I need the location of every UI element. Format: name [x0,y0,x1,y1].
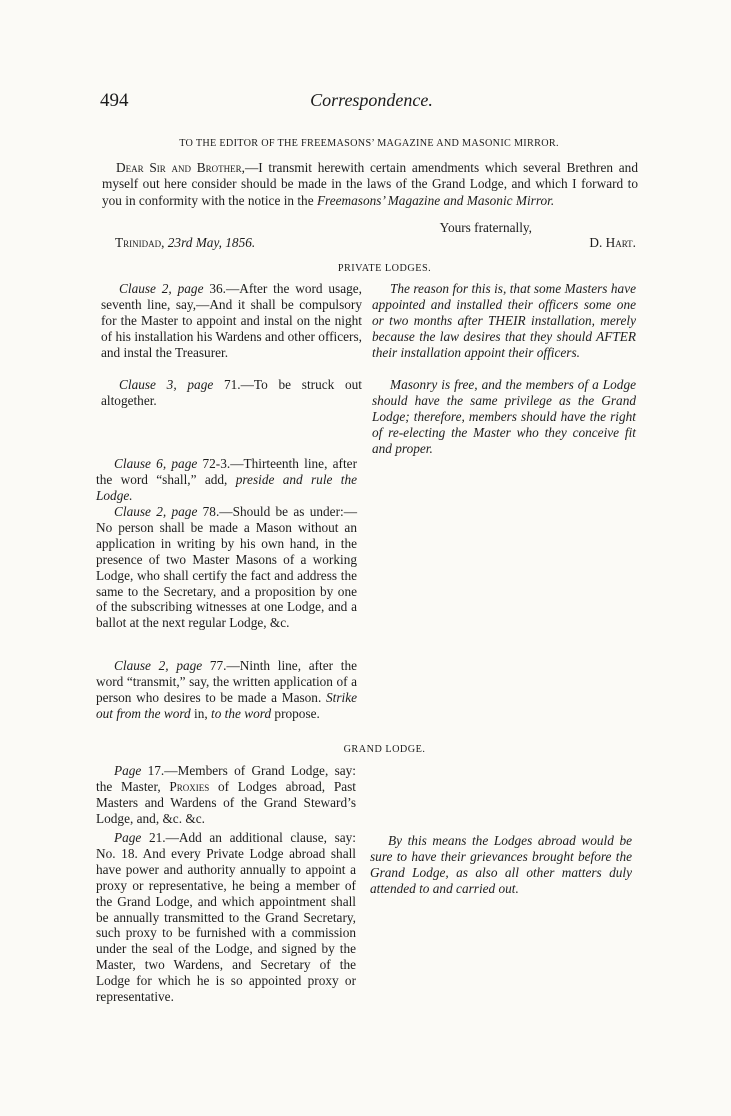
page-17-entry: Page 17.—Members of Grand Lodge, say: the Master, Proxies of Lodges abroad, Past Masters and Wardens of the Grand Steward’s Lodge, and, &c. &c. [96,763,356,826]
salutation: Dear Sir and Brother, [116,160,245,175]
section-heading-grand-lodge: GRAND LODGE. [343,744,426,755]
clause-3-reason: Masonry is free, and the members of a Lodge should have the same privilege as the Grand Lodge; therefore, members should have the right of re-electing the Master who they conceive fit and proper. [372,377,636,456]
letter-body-text: —I transmit herewith certain amendments which several Brethren and myself out here consider should be made in the laws of the Grand Lodge, and which I forward to you in conformity with the notice in the [102,160,638,208]
place-date [115,235,255,251]
letter-closing: Yours fraternally, [439,220,532,235]
place: Trinidad, [115,235,165,250]
letter-body [102,160,638,209]
page-21-entry: Page 21.—Add an additional clause, say: No. 18. And every Private Lodge abroad shall have power and authority annually to appoint a proxy or representative, he being a member of the Grand Lodge, and which appointment shall be annually transmitted to the Grand Secretary, such proxy to be furnished with a commission under the seal of the Lodge, and signed by the Master, two Wardens, and Secretary of the Lodge for which he is so appointed proxy or representative. [96,830,356,1005]
clause-6-page-72-3: Clause 6, page 72-3.—Thirteenth line, after the word “shall,” add, preside and rule the Lodge. [96,456,358,503]
clause-2-page-36: Clause 2, page 36.—After the word usage, seventh line, say,—And it shall be compulsory for the Master to appoint and instal on the night of his installation his Wardens and other officers, and instal the Treasurer. [101,281,363,360]
clause-3-page-71: Clause 3, page 71.—To be struck out altogether. [101,377,363,408]
clause-2-page-78: Clause 2, page 78.—Should be as under:—No person shall be made a Mason without an application in writing by his own hand, in the presence of two Master Masons of a working Lodge, who shall certify the fact and address the same to the Secretary, and a proposition by one of the subscribing witnesses at one Lodge, and a ballot at the next regular Lodge, &c. [96,504,358,631]
clause-2-page-77: Clause 2, page 77.—Ninth line, after the word “transmit,” say, the written application of a person who desires to be made a Mason. Strike out from the word in, to the word propose. [96,658,358,721]
section-heading-private-lodges: PRIVATE LODGES. [337,263,432,274]
date: 23rd May, 1856. [167,235,256,250]
letter-addressee: TO THE EDITOR OF THE FREEMASONS’ MAGAZINE AND MASONIC MIRROR. [179,138,559,149]
page-number: 494 [100,90,129,111]
running-title: Correspondence. [310,90,433,110]
signature: D. Hart. [589,235,636,250]
magazine-title: Freemasons’ Magazine and Masonic Mirror. [316,192,555,208]
clause-2-reason: The reason for this is, that some Masters have appointed and installed their officers some one or two months after THEIR installation, merely because the law desires that they should AFTER their installation appoint their officers. [372,281,636,360]
page-21-reason: By this means the Lodges abroad would be sure to have their grievances brought before the Grand Lodge, as also all other matters duly attended to and carried out. [370,833,632,896]
